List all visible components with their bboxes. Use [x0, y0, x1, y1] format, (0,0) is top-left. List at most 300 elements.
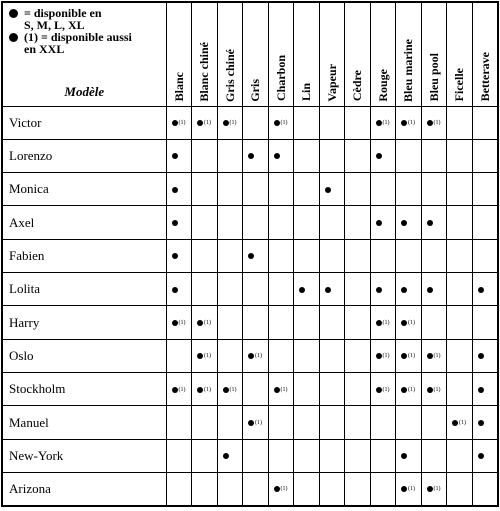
table-row: [2, 273, 498, 306]
availability-dot-icon: [223, 453, 229, 459]
availability-dot-icon: [248, 353, 254, 359]
legend-line-2: S, M, L, XL: [24, 18, 85, 32]
availability-dot-icon: [401, 220, 407, 226]
table-row: [2, 373, 498, 406]
availability-cell: [345, 239, 371, 272]
availability-dot-icon: [427, 387, 433, 393]
xxl-marker: (1): [382, 119, 390, 126]
availability-dot-icon: [401, 387, 407, 393]
availability-cell: [217, 439, 243, 472]
xxl-marker: (1): [204, 319, 211, 326]
color-header-label: Cèdre: [350, 70, 365, 102]
xxl-marker: (1): [280, 119, 288, 126]
availability-cell: [447, 139, 473, 172]
availability-cell: [217, 206, 243, 239]
availability-cell: [192, 106, 218, 139]
xxl-marker: (1): [204, 353, 211, 360]
availability-cell: [166, 273, 192, 306]
color-header-gris-chiné: [217, 2, 243, 106]
availability-cell: [447, 206, 473, 239]
availability-cell: [243, 473, 269, 506]
availability-cell: [166, 439, 192, 472]
availability-cell: [192, 306, 218, 339]
model-name: Lolita: [2, 273, 166, 306]
availability-cell: [192, 439, 218, 472]
availability-cell: [294, 106, 320, 139]
availability-cell: [447, 473, 473, 506]
availability-cell: [294, 239, 320, 272]
availability-dot-icon: [427, 486, 433, 492]
availability-cell: [268, 139, 294, 172]
color-header-label: Rouge: [375, 68, 390, 102]
availability-cell: [345, 439, 371, 472]
xxl-marker: (1): [459, 419, 466, 426]
availability-cell: [472, 373, 498, 406]
availability-cell: [421, 306, 447, 339]
availability-cell: [472, 406, 498, 439]
availability-cell: [421, 206, 447, 239]
availability-dot-icon: [452, 420, 458, 426]
model-name: Harry: [2, 306, 166, 339]
availability-cell: [192, 173, 218, 206]
xxl-marker: (1): [229, 386, 237, 393]
availability-cell: [421, 339, 447, 372]
availability-cell: [268, 406, 294, 439]
xxl-marker: (1): [178, 386, 186, 393]
availability-cell: [217, 139, 243, 172]
availability-cell: [345, 139, 371, 172]
table-row: [2, 406, 498, 439]
model-name: Victor: [2, 106, 166, 139]
xxl-marker: (1): [204, 386, 211, 393]
availability-dot-icon: [248, 253, 254, 259]
availability-dot-icon: [401, 120, 407, 126]
color-header-label: Blanc: [171, 72, 186, 102]
availability-cell: [370, 373, 396, 406]
availability-cell: [294, 406, 320, 439]
availability-dot-icon: [172, 387, 178, 393]
model-name: Axel: [2, 206, 166, 239]
color-header-label: Gris: [248, 78, 263, 102]
availability-cell: [166, 339, 192, 372]
availability-dot-icon: [427, 353, 433, 359]
color-header-ficelle: [447, 2, 473, 106]
color-header-blanc: [166, 2, 192, 106]
legend-cell: [2, 2, 166, 106]
color-header-blanc-chiné: [192, 2, 218, 106]
color-header-label: Ficelle: [452, 68, 467, 102]
availability-cell: [319, 206, 345, 239]
availability-cell: [294, 339, 320, 372]
availability-cell: [345, 106, 371, 139]
availability-dot-icon: [197, 320, 203, 326]
availability-dot-icon: [274, 120, 280, 126]
availability-cell: [345, 373, 371, 406]
availability-cell: [268, 173, 294, 206]
availability-cell: [396, 239, 422, 272]
model-name: Arizona: [2, 473, 166, 506]
availability-cell: [396, 339, 422, 372]
legend-dot-xxl-icon: [9, 33, 18, 42]
availability-cell: [472, 239, 498, 272]
availability-cell: [192, 206, 218, 239]
availability-cell: [319, 139, 345, 172]
availability-dot-icon: [376, 153, 382, 159]
availability-cell: [472, 273, 498, 306]
availability-cell: [166, 373, 192, 406]
availability-cell: [243, 139, 269, 172]
availability-cell: [268, 473, 294, 506]
xxl-marker: (1): [408, 386, 415, 393]
availability-cell: [217, 239, 243, 272]
availability-cell: [319, 373, 345, 406]
availability-cell: [217, 306, 243, 339]
availability-cell: [243, 206, 269, 239]
xxl-marker: (1): [178, 119, 186, 126]
availability-cell: [294, 473, 320, 506]
legend-line-1: = disponible en: [24, 6, 102, 20]
color-header-label: Gris chiné: [222, 48, 237, 102]
availability-dot-icon: [401, 486, 407, 492]
availability-cell: [319, 173, 345, 206]
availability-cell: [472, 139, 498, 172]
availability-cell: [319, 406, 345, 439]
model-name: New-York: [2, 439, 166, 472]
xxl-marker: (1): [280, 486, 288, 493]
legend-line-4: en XXL: [24, 42, 65, 56]
availability-cell: [243, 173, 269, 206]
availability-cell: [396, 173, 422, 206]
availability-cell: [396, 273, 422, 306]
color-header-label: Blanc chiné: [197, 41, 212, 102]
xxl-marker: (1): [433, 353, 441, 360]
availability-cell: [472, 439, 498, 472]
availability-dot-icon: [376, 287, 382, 293]
availability-cell: [370, 473, 396, 506]
color-header-label: Betterave: [477, 52, 492, 102]
availability-cell: [319, 273, 345, 306]
availability-cell: [243, 273, 269, 306]
availability-dot-icon: [401, 353, 407, 359]
xxl-marker: (1): [229, 119, 237, 126]
availability-dot-icon: [172, 253, 178, 259]
availability-dot-icon: [478, 453, 484, 459]
availability-cell: [421, 439, 447, 472]
availability-cell: [447, 106, 473, 139]
availability-cell: [421, 473, 447, 506]
availability-dot-icon: [427, 120, 433, 126]
color-header-label: Bleu pool: [426, 53, 441, 102]
availability-cell: [370, 439, 396, 472]
availability-dot-icon: [274, 387, 280, 393]
table-row: [2, 173, 498, 206]
availability-cell: [447, 306, 473, 339]
availability-cell: [268, 106, 294, 139]
color-header-label: Vapeur: [324, 63, 339, 102]
availability-cell: [396, 373, 422, 406]
availability-cell: [192, 139, 218, 172]
availability-dot-icon: [248, 153, 254, 159]
xxl-marker: (1): [408, 319, 415, 326]
table-row: [2, 473, 498, 506]
availability-cell: [192, 239, 218, 272]
availability-cell: [192, 373, 218, 406]
availability-dot-icon: [197, 353, 203, 359]
availability-dot-icon: [172, 187, 178, 193]
availability-cell: [268, 373, 294, 406]
availability-cell: [447, 173, 473, 206]
availability-cell: [472, 206, 498, 239]
availability-dot-icon: [197, 120, 203, 126]
availability-cell: [447, 339, 473, 372]
model-name: Stockholm: [2, 373, 166, 406]
xxl-marker: (1): [382, 353, 390, 360]
availability-cell: [166, 473, 192, 506]
availability-cell: [166, 139, 192, 172]
availability-cell: [166, 206, 192, 239]
availability-cell: [294, 273, 320, 306]
availability-cell: [192, 473, 218, 506]
availability-cell: [243, 339, 269, 372]
xxl-marker: (1): [433, 486, 441, 493]
xxl-marker: (1): [280, 386, 288, 393]
availability-cell: [166, 173, 192, 206]
header-row: [2, 2, 498, 106]
availability-cell: [421, 239, 447, 272]
availability-dot-icon: [427, 220, 433, 226]
availability-cell: [345, 406, 371, 439]
availability-cell: [319, 306, 345, 339]
availability-dot-icon: [172, 220, 178, 226]
table-row: [2, 139, 498, 172]
availability-dot-icon: [401, 453, 407, 459]
availability-cell: [166, 406, 192, 439]
availability-cell: [345, 473, 371, 506]
availability-cell: [268, 273, 294, 306]
availability-cell: [268, 206, 294, 239]
xxl-marker: (1): [433, 119, 441, 126]
availability-dot-icon: [325, 187, 331, 193]
availability-cell: [294, 173, 320, 206]
availability-dot-icon: [376, 220, 382, 226]
color-header-betterave: [472, 2, 498, 106]
availability-dot-icon: [172, 320, 178, 326]
xxl-marker: (1): [408, 353, 415, 360]
table-row: [2, 439, 498, 472]
availability-cell: [217, 173, 243, 206]
model-name: Lorenzo: [2, 139, 166, 172]
availability-cell: [217, 339, 243, 372]
availability-dot-icon: [172, 287, 178, 293]
availability-dot-icon: [376, 120, 382, 126]
availability-cell: [319, 439, 345, 472]
availability-cell: [217, 406, 243, 439]
availability-cell: [421, 139, 447, 172]
availability-cell: [294, 439, 320, 472]
color-header-lin: [294, 2, 320, 106]
legend: [3, 3, 166, 55]
availability-cell: [370, 239, 396, 272]
color-header-rouge: [370, 2, 396, 106]
color-header-cèdre: [345, 2, 371, 106]
availability-cell: [472, 106, 498, 139]
color-header-bleu-pool: [421, 2, 447, 106]
availability-cell: [370, 139, 396, 172]
availability-cell: [345, 206, 371, 239]
availability-cell: [268, 306, 294, 339]
availability-dot-icon: [478, 353, 484, 359]
availability-dot-icon: [325, 287, 331, 293]
availability-dot-icon: [376, 387, 382, 393]
availability-cell: [447, 273, 473, 306]
legend-xxl-marker: (1): [24, 30, 38, 44]
availability-cell: [421, 106, 447, 139]
model-name: Monica: [2, 173, 166, 206]
availability-cell: [396, 306, 422, 339]
table-row: [2, 306, 498, 339]
availability-cell: [243, 106, 269, 139]
xxl-marker: (1): [255, 419, 262, 426]
availability-cell: [217, 473, 243, 506]
availability-cell: [472, 173, 498, 206]
xxl-marker: (1): [204, 119, 211, 126]
availability-cell: [421, 406, 447, 439]
availability-cell: [192, 273, 218, 306]
model-name: Oslo: [2, 339, 166, 372]
legend-line-3: = disponible aussi: [41, 30, 132, 44]
availability-dot-icon: [197, 387, 203, 393]
availability-cell: [421, 273, 447, 306]
table-row: [2, 239, 498, 272]
availability-cell: [243, 239, 269, 272]
availability-dot-icon: [401, 287, 407, 293]
availability-cell: [166, 306, 192, 339]
availability-dot-icon: [223, 387, 229, 393]
availability-cell: [192, 339, 218, 372]
availability-cell: [345, 173, 371, 206]
availability-dot-icon: [376, 320, 382, 326]
xxl-marker: (1): [382, 386, 390, 393]
availability-dot-icon: [427, 287, 433, 293]
legend-dot-icon: [9, 9, 18, 18]
color-header-charbon: [268, 2, 294, 106]
availability-cell: [345, 273, 371, 306]
availability-cell: [319, 473, 345, 506]
availability-cell: [370, 206, 396, 239]
table-row: [2, 106, 498, 139]
availability-cell: [472, 339, 498, 372]
availability-cell: [396, 473, 422, 506]
availability-cell: [319, 239, 345, 272]
availability-cell: [345, 306, 371, 339]
availability-dot-icon: [478, 287, 484, 293]
table-row: [2, 339, 498, 372]
availability-cell: [166, 239, 192, 272]
availability-dot-icon: [478, 420, 484, 426]
availability-cell: [472, 306, 498, 339]
availability-dot-icon: [172, 153, 178, 159]
availability-cell: [243, 439, 269, 472]
color-header-label: Lin: [299, 83, 314, 102]
xxl-marker: (1): [382, 319, 390, 326]
table-row: [2, 206, 498, 239]
availability-cell: [166, 106, 192, 139]
availability-cell: [243, 306, 269, 339]
xxl-marker: (1): [178, 319, 186, 326]
model-name: Manuel: [2, 406, 166, 439]
availability-cell: [370, 339, 396, 372]
availability-cell: [268, 439, 294, 472]
availability-cell: [370, 106, 396, 139]
availability-dot-icon: [299, 287, 305, 293]
availability-cell: [268, 239, 294, 272]
color-header-vapeur: [319, 2, 345, 106]
model-column-header: Modèle: [64, 83, 105, 99]
availability-cell: [345, 339, 371, 372]
availability-cell: [192, 406, 218, 439]
availability-cell: [294, 206, 320, 239]
availability-cell: [447, 439, 473, 472]
xxl-marker: (1): [408, 119, 415, 126]
availability-dot-icon: [478, 387, 484, 393]
xxl-marker: (1): [255, 353, 262, 360]
availability-dot-icon: [274, 486, 280, 492]
availability-dot-icon: [401, 320, 407, 326]
color-header-gris: [243, 2, 269, 106]
availability-cell: [294, 139, 320, 172]
availability-cell: [243, 406, 269, 439]
availability-cell: [370, 306, 396, 339]
availability-cell: [294, 306, 320, 339]
availability-cell: [396, 106, 422, 139]
availability-cell: [396, 439, 422, 472]
availability-cell: [447, 406, 473, 439]
availability-cell: [421, 173, 447, 206]
color-header-label: Charbon: [273, 55, 288, 102]
availability-cell: [396, 406, 422, 439]
color-header-label: Bleu marine: [401, 38, 416, 102]
availability-cell: [447, 373, 473, 406]
xxl-marker: (1): [408, 486, 415, 493]
availability-cell: [268, 339, 294, 372]
model-name: Fabien: [2, 239, 166, 272]
availability-cell: [294, 373, 320, 406]
availability-dot-icon: [274, 153, 280, 159]
availability-cell: [370, 406, 396, 439]
xxl-marker: (1): [433, 386, 441, 393]
availability-cell: [421, 373, 447, 406]
availability-dot-icon: [376, 353, 382, 359]
table-body: [2, 106, 498, 506]
color-header-bleu-marine: [396, 2, 422, 106]
availability-cell: [447, 239, 473, 272]
availability-dot-icon: [223, 120, 229, 126]
availability-cell: [396, 206, 422, 239]
availability-dot-icon: [172, 120, 178, 126]
availability-cell: [217, 373, 243, 406]
availability-cell: [217, 273, 243, 306]
availability-dot-icon: [248, 420, 254, 426]
availability-cell: [217, 106, 243, 139]
availability-cell: [319, 106, 345, 139]
availability-cell: [472, 473, 498, 506]
availability-table: [1, 1, 499, 507]
availability-cell: [370, 173, 396, 206]
availability-cell: [396, 139, 422, 172]
availability-cell: [319, 339, 345, 372]
availability-cell: [243, 373, 269, 406]
availability-cell: [370, 273, 396, 306]
